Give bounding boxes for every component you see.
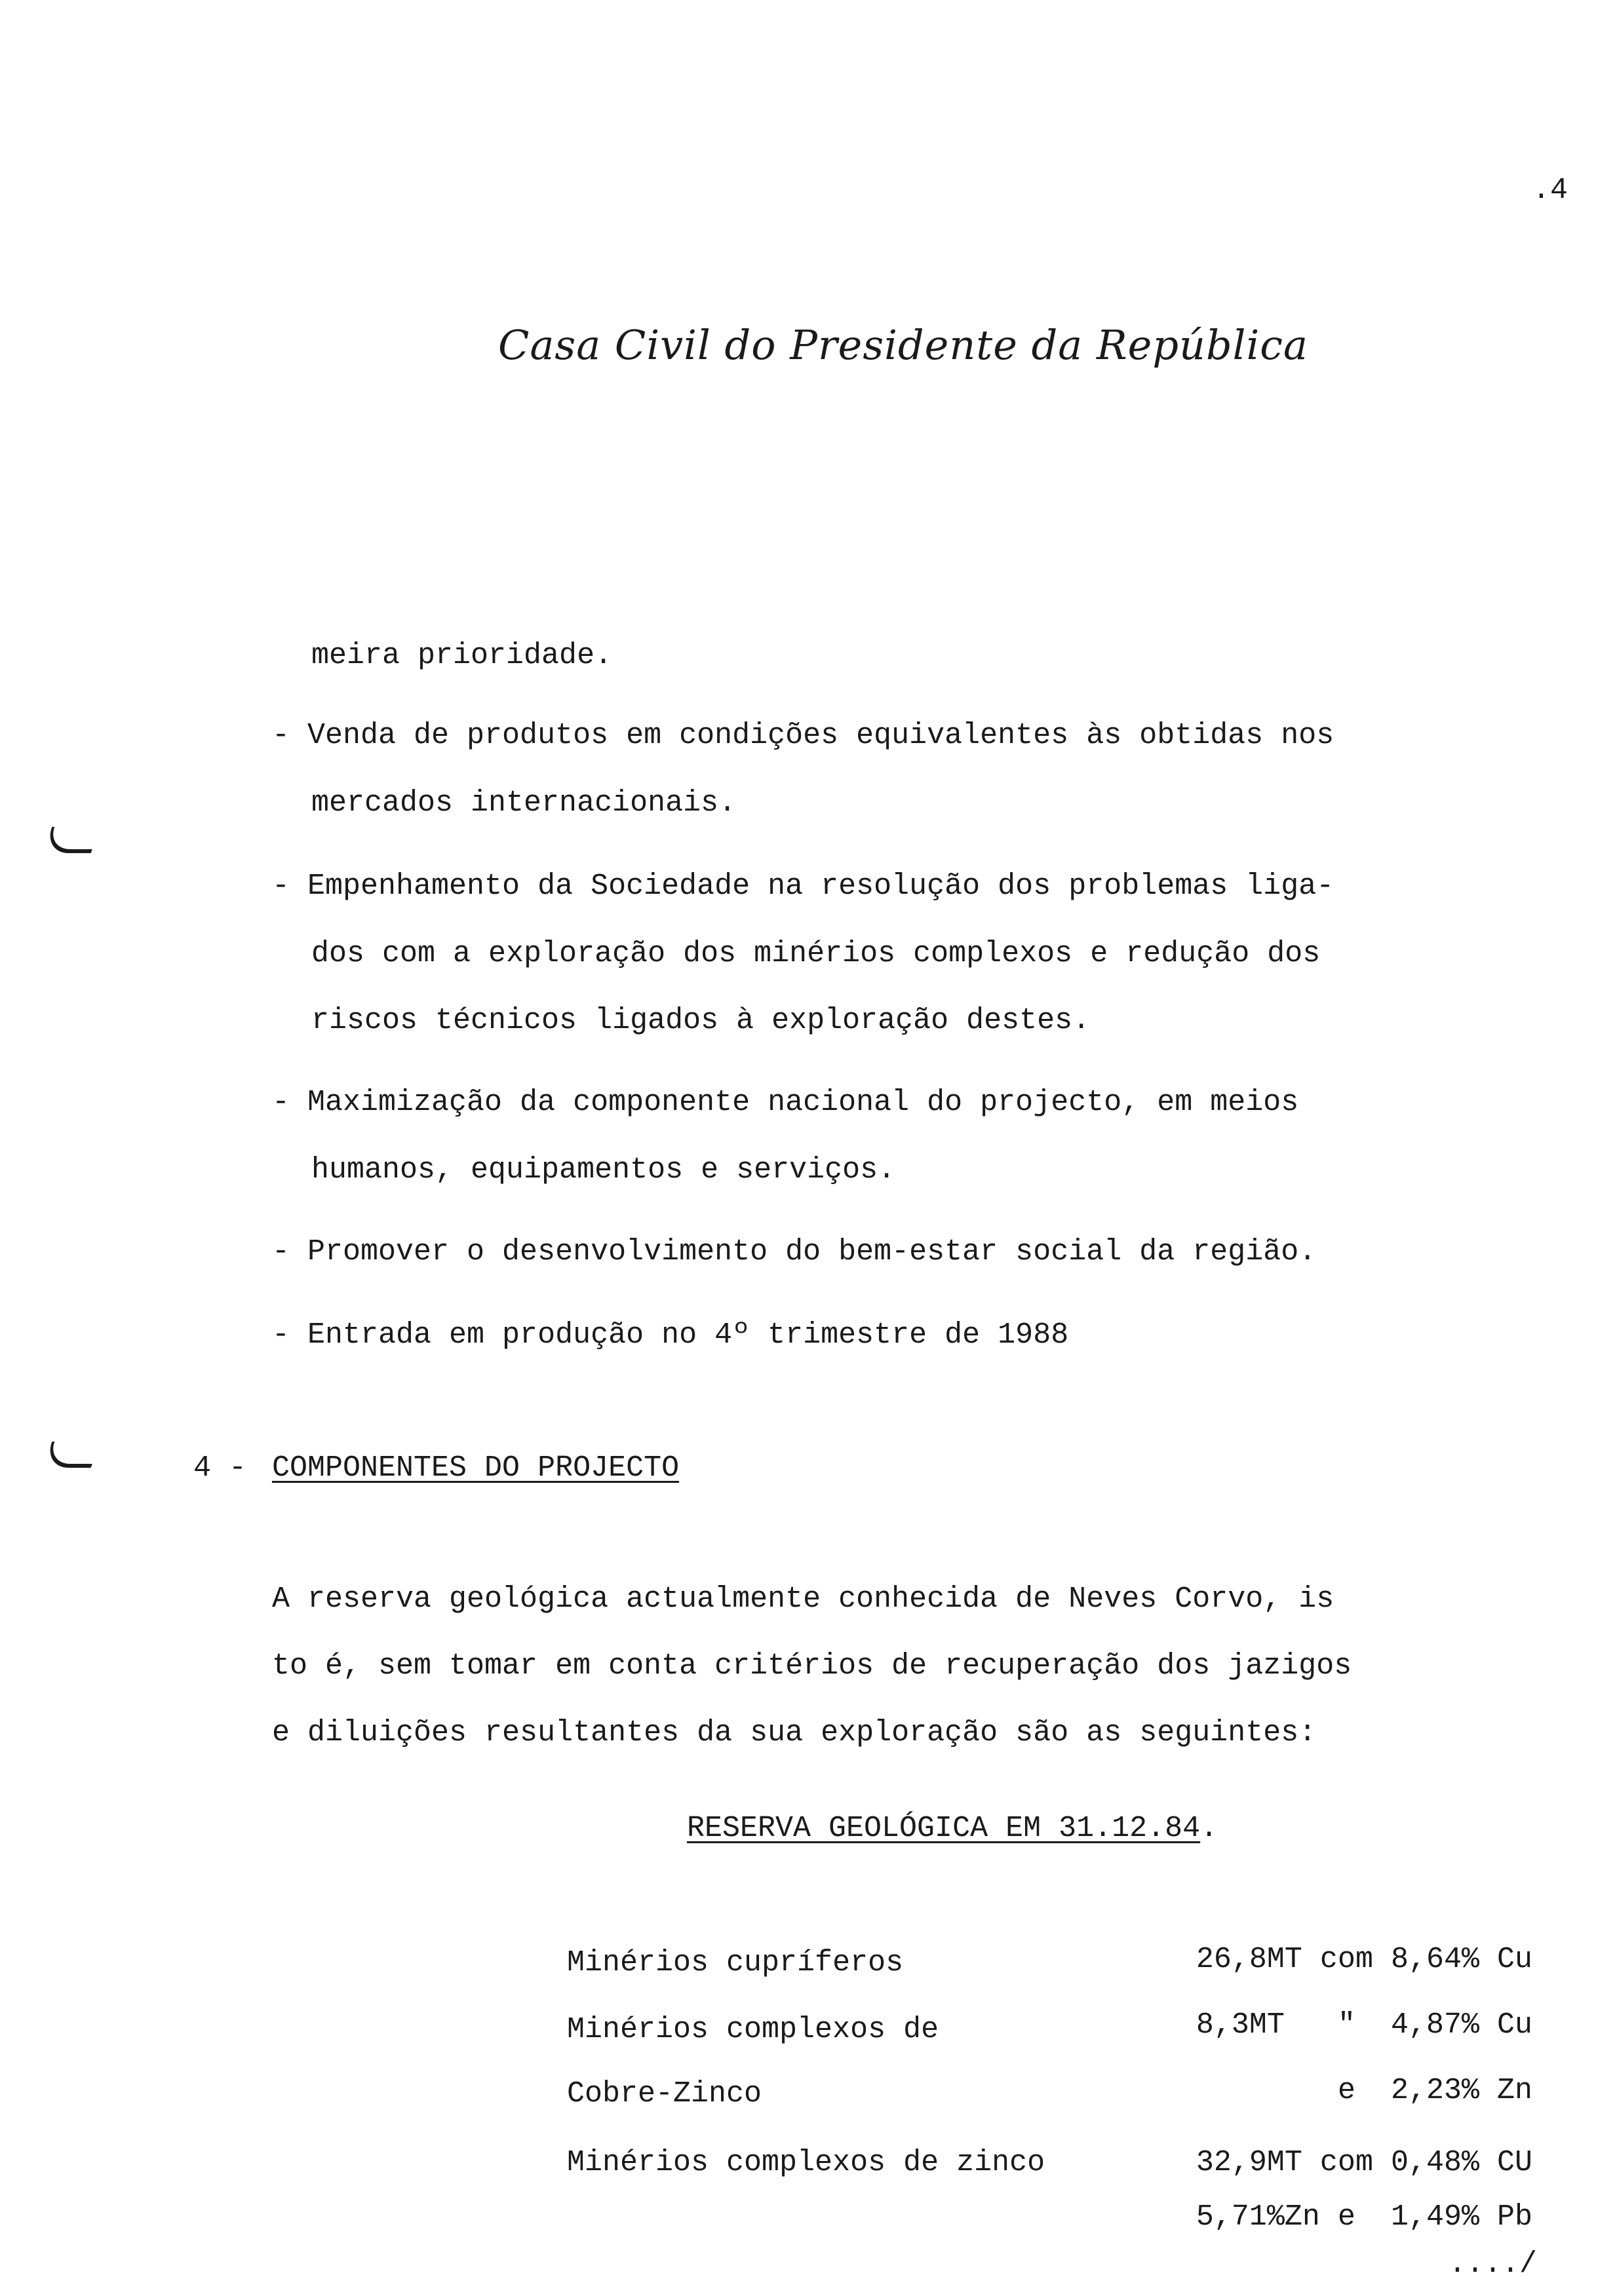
intro-line-3: e diluições resultantes da sua exploração são as seguintes: [272, 1716, 1317, 1750]
bullet-2-line-3: riscos técnicos ligados à exploração destes. [311, 1004, 1091, 1037]
reserve-row-1-label: Minérios cupríferos [567, 1946, 904, 1980]
reserve-row-1-value: 26,8MT com 8,64% Cu [1196, 1943, 1532, 1976]
page-number: .4 [1532, 174, 1568, 207]
reserve-row-2-label: Minérios complexos de [567, 2013, 939, 2046]
reserve-row-3-label: Cobre-Zinco [567, 2077, 762, 2111]
table-title-suffix: . [1200, 1812, 1218, 1845]
bullet-1-line-1: - Venda de produtos em condições equivalentes às obtidas nos [272, 719, 1334, 752]
bullet-5-line-1: - Entrada em produção no 4º trimestre de 1988 [272, 1318, 1069, 1352]
reserve-row-5-value: 5,71%Zn e 1,49% Pb [1196, 2200, 1532, 2234]
bullet-1-line-2: mercados internacionais. [311, 786, 737, 820]
margin-bracket-mark [43, 1442, 101, 1468]
reserve-row-4-label: Minérios complexos de zinco [567, 2146, 1045, 2179]
bullet-2-line-1: - Empenhamento da Sociedade na resolução dos problemas liga- [272, 870, 1334, 903]
reserve-row-2-value: 8,3MT " 4,87% Cu [1196, 2008, 1532, 2042]
reserve-row-3-value: e 2,23% Zn [1337, 2074, 1532, 2107]
bullet-4-line-1: - Promover o desenvolvimento do bem-estar social da região. [272, 1235, 1317, 1269]
margin-bracket-mark [43, 827, 101, 853]
continuation-mark: ..../ [1449, 2248, 1538, 2281]
section-number: 4 - [193, 1451, 247, 1485]
intro-line-1: A reserva geológica actualmente conhecida de Neves Corvo, is [272, 1582, 1334, 1616]
table-title-text: RESERVA GEOLÓGICA EM 31.12.84 [687, 1812, 1201, 1845]
continuation-line: meira prioridade. [311, 639, 613, 672]
letterhead: Casa Civil do Presidente da República [498, 321, 1308, 369]
table-title [687, 1812, 1218, 1845]
section-title: COMPONENTES DO PROJECTO [272, 1451, 680, 1485]
bullet-2-line-2: dos com a exploração dos minérios complexos e redução dos [311, 937, 1321, 970]
bullet-3-line-1: - Maximização da componente nacional do projecto, em meios [272, 1086, 1299, 1119]
intro-line-2: to é, sem tomar em conta critérios de recuperação dos jazigos [272, 1649, 1352, 1683]
reserve-row-4-value: 32,9MT com 0,48% CU [1196, 2146, 1532, 2179]
bullet-3-line-2: humanos, equipamentos e serviços. [311, 1153, 896, 1187]
